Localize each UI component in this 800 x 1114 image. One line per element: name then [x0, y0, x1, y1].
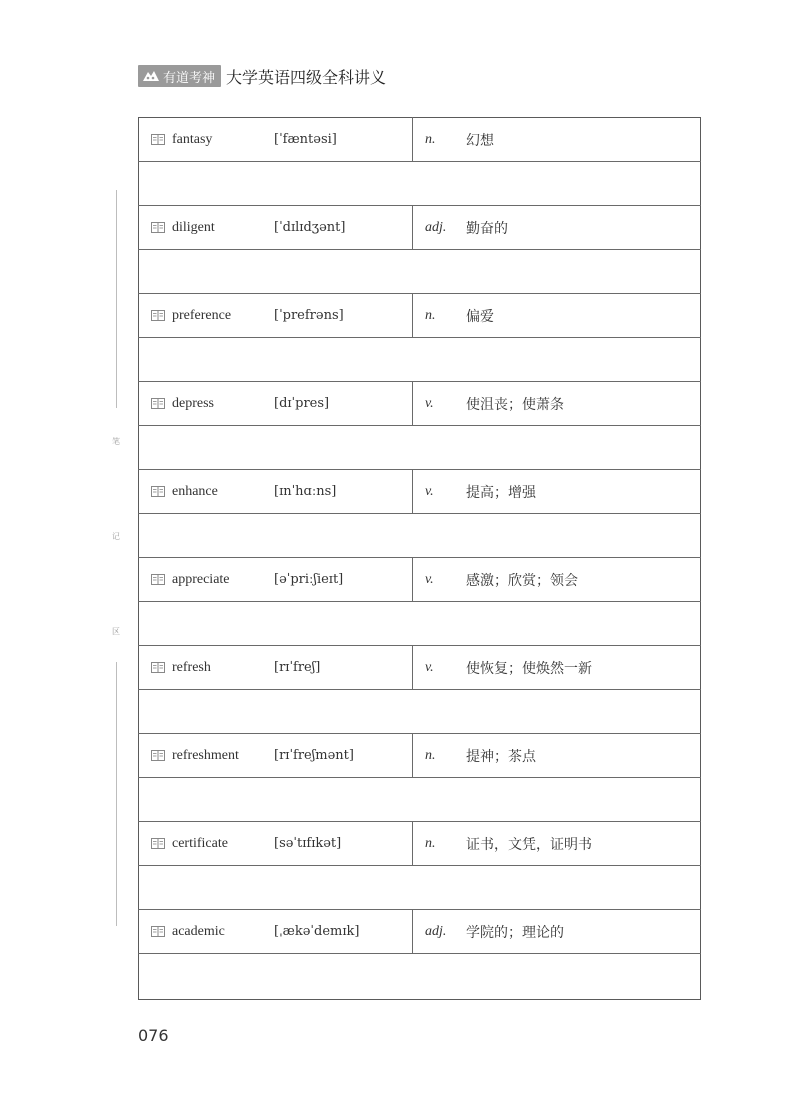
book-icon [151, 134, 165, 145]
vocabulary-table [138, 117, 701, 1000]
meaning-cell [413, 646, 701, 690]
book-icon [151, 398, 165, 409]
note-blank-cell [139, 426, 701, 470]
note-blank-cell [139, 866, 701, 910]
note-blank-cell [139, 162, 701, 206]
meaning-cell [413, 734, 701, 778]
note-blank-row [139, 250, 701, 294]
phonetic-text: [ˈprefrəns] [274, 308, 344, 323]
phonetic-text: [rɪˈfreʃmənt] [274, 748, 354, 763]
word-text: preference [172, 307, 232, 323]
phonetic-text: [ɪnˈhɑːns] [274, 484, 337, 499]
meaning-cell [413, 910, 701, 954]
word-cell [139, 206, 413, 250]
part-of-speech: n. [425, 747, 436, 763]
meaning-text: 偏爱 [466, 308, 494, 325]
book-icon [151, 310, 165, 321]
phonetic-text: [əˈpriːʃieɪt] [274, 572, 344, 587]
word-text: refresh [172, 659, 211, 675]
word-cell [139, 734, 413, 778]
book-icon [151, 750, 165, 761]
phonetic-text: [ˌækəˈdemɪk] [274, 924, 360, 939]
book-icon [151, 574, 165, 585]
note-area-line-bottom [116, 662, 117, 926]
book-icon [151, 486, 165, 497]
note-blank-row [139, 338, 701, 382]
word-text: refreshment [172, 747, 239, 763]
owl-logo-icon [142, 69, 160, 83]
part-of-speech: v. [425, 571, 434, 587]
page-header [138, 64, 386, 88]
note-blank-cell [139, 250, 701, 294]
book-icon [151, 838, 165, 849]
note-blank-cell [139, 690, 701, 734]
meaning-text: 勤奋的 [466, 220, 508, 237]
book-icon [151, 222, 165, 233]
meaning-text: 证书，文凭，证明书 [466, 836, 592, 853]
note-blank-row [139, 778, 701, 822]
part-of-speech: v. [425, 659, 434, 675]
word-text: depress [172, 395, 214, 411]
note-blank-cell [139, 778, 701, 822]
meaning-text: 提神；茶点 [466, 748, 536, 765]
word-text: appreciate [172, 571, 230, 587]
word-text: certificate [172, 835, 228, 851]
phonetic-text: [ˈfæntəsi] [274, 132, 337, 147]
part-of-speech: n. [425, 131, 436, 147]
note-blank-row [139, 514, 701, 558]
meaning-text: 使恢复；使焕然一新 [466, 660, 592, 677]
vocab-row [139, 910, 701, 954]
meaning-text: 感激；欣赏；领会 [466, 572, 578, 589]
meaning-cell [413, 294, 701, 338]
word-cell [139, 646, 413, 690]
page-number: 076 [138, 1026, 169, 1045]
meaning-cell [413, 822, 701, 866]
word-text: diligent [172, 219, 215, 235]
meaning-cell [413, 206, 701, 250]
word-cell [139, 822, 413, 866]
book-icon [151, 662, 165, 673]
note-area-char: 区 [112, 627, 120, 636]
word-cell [139, 558, 413, 602]
word-cell [139, 294, 413, 338]
note-area-char: 记 [112, 532, 120, 541]
book-icon [151, 926, 165, 937]
meaning-text: 学院的；理论的 [466, 924, 564, 941]
note-blank-row [139, 954, 701, 1000]
meaning-cell [413, 382, 701, 426]
word-text: enhance [172, 483, 218, 499]
book-title: 大学英语四级全科讲义 [226, 67, 387, 87]
meaning-text: 幻想 [466, 132, 494, 149]
phonetic-text: [dɪˈpres] [274, 396, 330, 411]
note-blank-row [139, 162, 701, 206]
note-blank-row [139, 602, 701, 646]
note-blank-row [139, 690, 701, 734]
vocab-row [139, 382, 701, 426]
note-blank-cell [139, 514, 701, 558]
meaning-text: 提高；增强 [466, 484, 536, 501]
part-of-speech: n. [425, 307, 436, 323]
word-cell [139, 910, 413, 954]
part-of-speech: v. [425, 395, 434, 411]
part-of-speech: v. [425, 483, 434, 499]
note-blank-cell [139, 602, 701, 646]
vocab-row [139, 734, 701, 778]
part-of-speech: adj. [425, 219, 447, 235]
vocab-row [139, 206, 701, 250]
word-text: fantasy [172, 131, 213, 147]
meaning-cell [413, 558, 701, 602]
vocab-row [139, 118, 701, 162]
word-text: academic [172, 923, 225, 939]
note-blank-row [139, 866, 701, 910]
word-cell [139, 382, 413, 426]
note-area-char: 笔 [112, 437, 120, 446]
phonetic-text: [səˈtɪfɪkət] [274, 836, 342, 851]
part-of-speech: adj. [425, 923, 447, 939]
word-cell [139, 470, 413, 514]
vocab-row [139, 646, 701, 690]
note-blank-cell [139, 338, 701, 382]
vocab-row [139, 558, 701, 602]
vocab-row [139, 822, 701, 866]
meaning-cell [413, 470, 701, 514]
note-blank-row [139, 426, 701, 470]
part-of-speech: n. [425, 835, 436, 851]
note-area-line-top [116, 190, 117, 408]
vocab-row [139, 470, 701, 514]
phonetic-text: [ˈdɪlɪdʒənt] [274, 220, 346, 235]
note-blank-cell [139, 954, 701, 1000]
brand-logo [138, 65, 221, 87]
vocab-row [139, 294, 701, 338]
word-cell [139, 118, 413, 162]
phonetic-text: [rɪˈfreʃ] [274, 660, 321, 675]
meaning-cell [413, 118, 701, 162]
logo-text: 有道考神 [163, 70, 216, 86]
meaning-text: 使沮丧；使萧条 [466, 396, 564, 413]
